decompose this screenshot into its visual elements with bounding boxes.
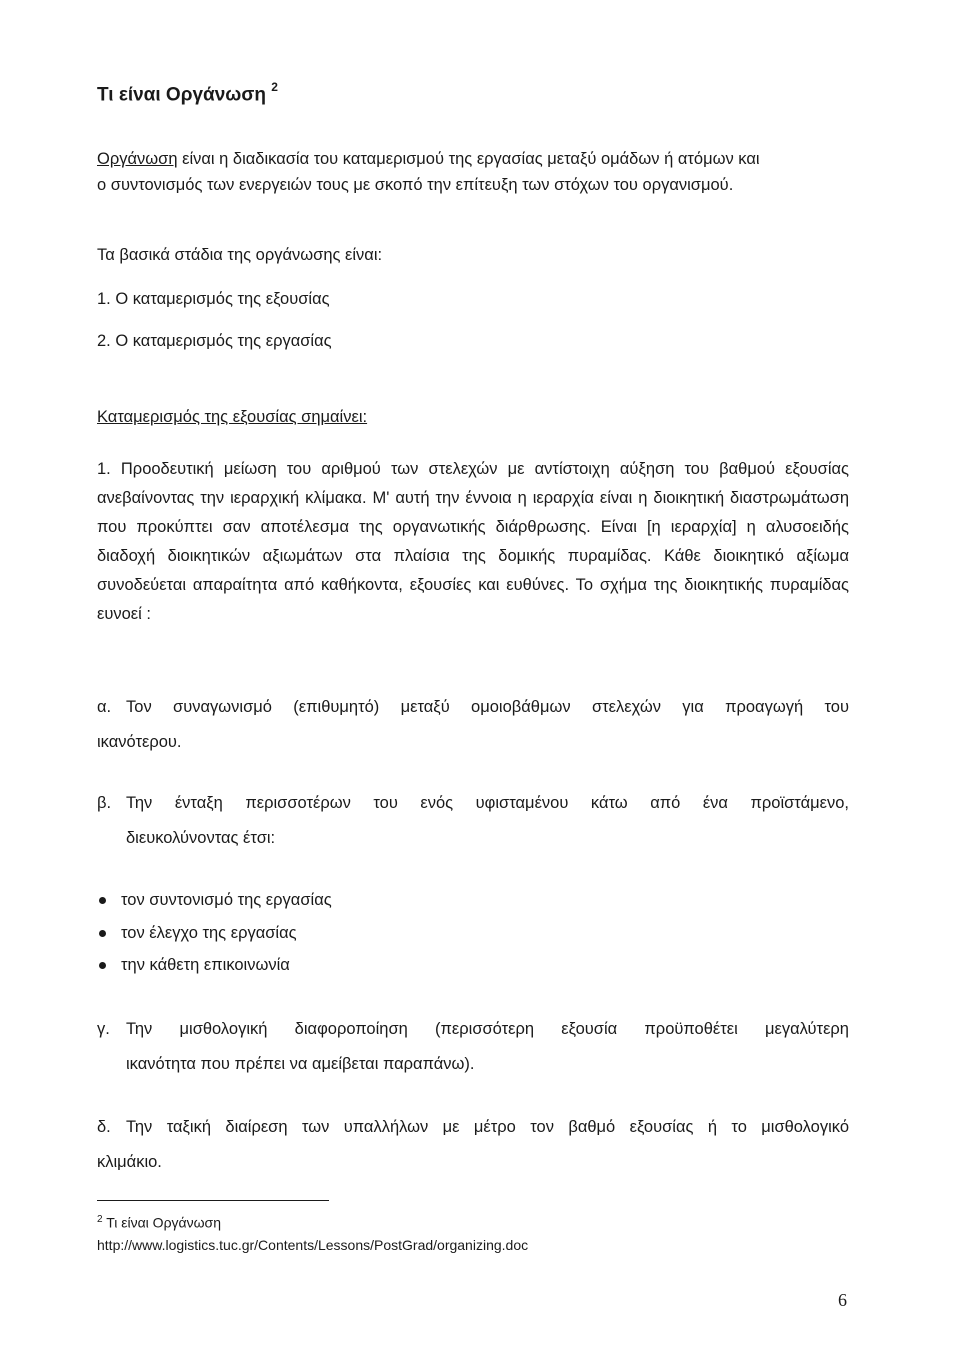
point-a-body — [126, 690, 849, 725]
stage-item: 1. Ο καταμερισμός της εξουσίας — [97, 290, 330, 308]
point-b-line-1: Την ένταξη περισσοτέρων του ενός υφισταμένου κάτω από ένα προϊστάμενο, — [126, 794, 849, 812]
footnote-reference: 2 — [271, 80, 278, 94]
point-a — [97, 690, 849, 760]
definition-line-1-text: είναι η διαδικασία του καταμερισμού της εργασίας μεταξύ ομάδων ή ατόμων και — [177, 150, 760, 168]
point-c-line-1: Την μισθολογική διαφοροποίηση (περισσότερη εξουσία προϋποθέτει μεγαλύτερη — [126, 1020, 849, 1038]
footnote-link[interactable]: http://www.logistics.tuc.gr/Contents/Lessons/PostGrad/organizing.doc — [97, 1236, 529, 1253]
point-b-line-2: διευκολύνοντας έτσι: — [126, 829, 276, 847]
point-b-body — [126, 786, 849, 856]
point-c — [97, 1012, 849, 1082]
footnote-divider — [97, 1200, 329, 1201]
definition-line-2: ο συντονισμός των ενεργειών τους με σκοπό την επίτευξη των στόχων του οργανισμού. — [97, 176, 734, 194]
point-c-label: γ. — [97, 1020, 110, 1038]
point-d-body — [126, 1110, 849, 1145]
point-c-line-2: ικανότητα που πρέπει να αμείβεται παραπάνω). — [126, 1055, 475, 1073]
coordination-list — [97, 884, 332, 982]
list-item-text: τον συντονισμό της εργασίας — [121, 891, 332, 909]
page-number: 6 — [838, 1290, 847, 1310]
point-a-line-2: ικανότερου. — [97, 733, 182, 751]
footnote — [97, 1209, 528, 1256]
point-d-line-2: κλιμάκιο. — [97, 1153, 162, 1171]
list-item-text: τον έλεγχο της εργασίας — [121, 923, 297, 942]
point-a-line-1: Τον συναγωνισμό (επιθυμητό) μεταξύ ομοιοβάθμων στελεχών για προαγωγή του — [126, 698, 849, 716]
authority-paragraph: 1. Προοδευτική μείωση του αριθμού των στελεχών με αντίστοιχη αύξηση του βαθμού εξουσίας ανεβαίνοντας την ιεραρχική κλίμακα. Μ' αυτή την έννοια η ιεραρχία είναι η διοικητική διαστρωμάτωση που προκύπτει σαν αποτέλεσμα της οργανωτικής διάρθρωσης. Είναι [η ιεραρχία] η αλυσοειδής διαδοχή διοικητικών αξιωμάτων στα πλαίσια της δομικής πυραμίδας. Κάθε διοικητικό αξίωμα συνοδεύεται απαραίτητα από καθήκοντα, εξουσίες και ευθύνες. Το σχήμα της διοικητικής πυραμίδας ευνοεί : — [97, 460, 849, 623]
definition-term: Οργάνωση — [97, 150, 178, 168]
authority-heading: Καταμερισμός της εξουσίας σημαίνει: — [97, 408, 368, 426]
point-c-body — [126, 1012, 849, 1082]
footnote-number: 2 — [97, 1214, 103, 1225]
point-d — [97, 1110, 849, 1180]
point-d-label: δ. — [97, 1118, 111, 1136]
list-item-text: την κάθετη επικοινωνία — [121, 956, 290, 974]
definition-paragraph — [97, 146, 849, 198]
stage-item: 2. Ο καταμερισμός της εργασίας — [97, 332, 332, 350]
point-b-label: β. — [97, 794, 112, 812]
definition-line-1 — [97, 146, 849, 172]
page-title — [97, 82, 278, 106]
list-item — [97, 917, 332, 950]
point-b — [97, 786, 849, 856]
point-a-label: α. — [97, 698, 112, 716]
footnote-title: Τι είναι Οργάνωση — [102, 1214, 221, 1231]
list-item — [97, 949, 332, 982]
point-d-line-1: Την ταξική διαίρεση των υπαλλήλων με μέτρο τον βαθμό εξουσίας ή το μισθολογικό — [126, 1118, 849, 1136]
bullet-icon — [99, 897, 106, 904]
bullet-icon — [99, 930, 106, 937]
bullet-icon — [99, 962, 106, 969]
footnote-title-line — [97, 1209, 528, 1234]
page-title-text: Τι είναι Οργάνωση — [97, 84, 266, 106]
list-item — [97, 884, 332, 917]
stages-intro: Τα βασικά στάδια της οργάνωσης είναι: — [97, 246, 383, 264]
